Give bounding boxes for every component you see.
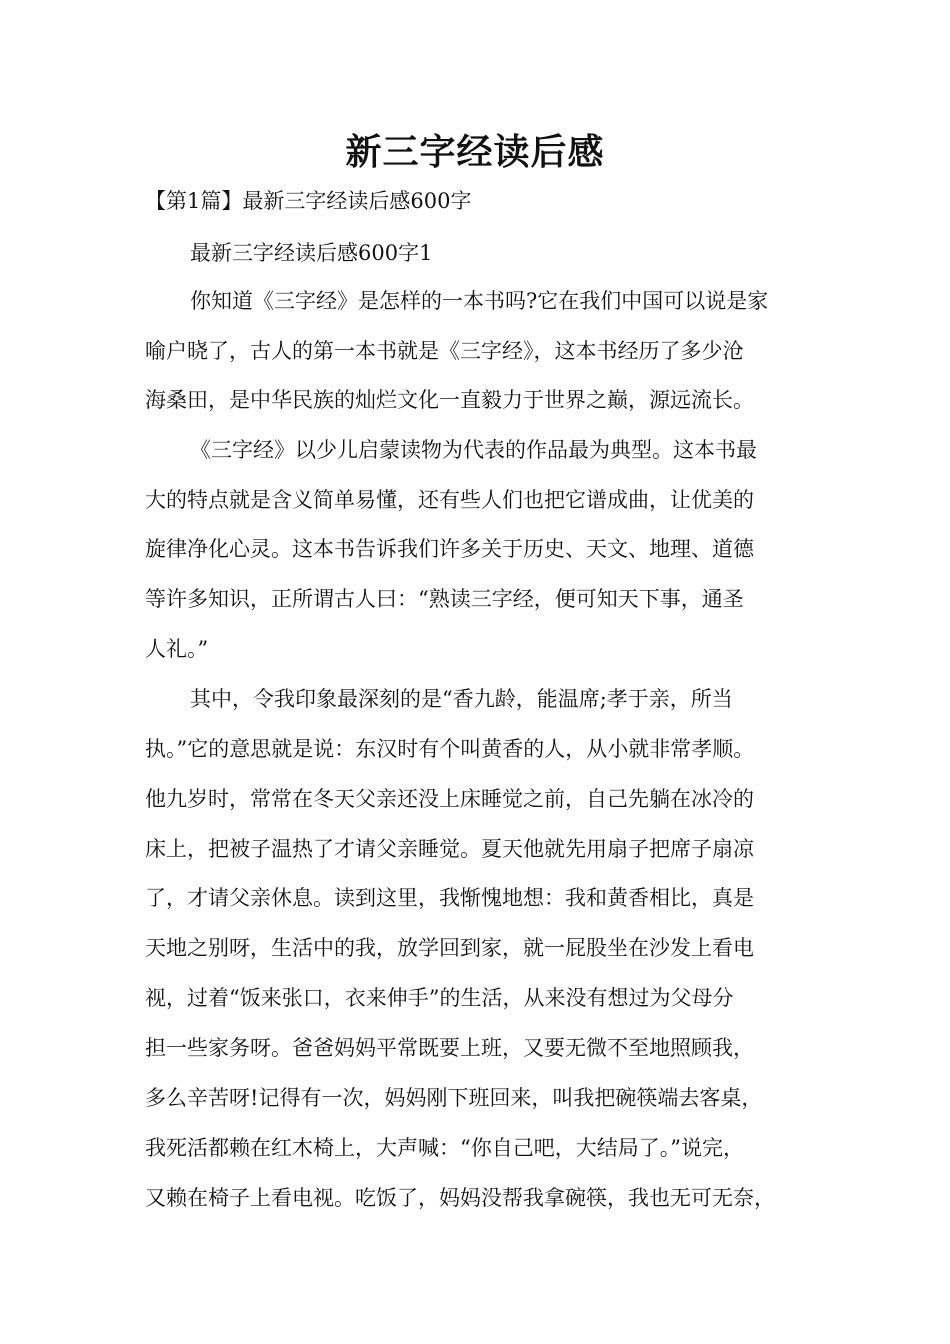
paragraph-1-line-1: 你知道《三字经》是怎样的一本书吗?它在我们中国可以说是家 [190, 289, 769, 313]
paragraph-3-line-3: 他九岁时，常常在冬天父亲还没上床睡觉之前，自己先躺在冰冷的 [145, 787, 754, 811]
paragraph-3-line-9: 多么辛苦呀!记得有一次，妈妈刚下班回来，叫我把碗筷端去客桌， [145, 1086, 763, 1110]
paragraph-3-line-11: 又赖在椅子上看电视。吃饭了，妈妈没帮我拿碗筷，我也无可无奈， [145, 1186, 775, 1210]
paragraph-3-line-10: 我死活都赖在红木椅上，大声喊：“你自己吧，大结局了。”说完， [145, 1136, 744, 1160]
paragraph-2-line-3: 旋律净化心灵。这本书告诉我们许多关于历史、天文、地理、道德 [145, 537, 754, 561]
paragraph-3-line-4: 床上，把被子温热了才请父亲睡觉。夏天他就先用扇子把席子扇凉 [145, 837, 754, 861]
paragraph-3-line-7: 视，过着“饭来张口，衣来伸手”的生活，从来没有想过为父母分 [145, 986, 734, 1010]
paragraph-2-line-1: 《三字经》以少儿启蒙读物为代表的作品最为典型。这本书最 [190, 438, 757, 462]
paragraph-3-line-6: 天地之别呀，生活中的我，放学回到家，就一屁股坐在沙发上看电 [145, 936, 754, 960]
paragraph-3-line-5: 了，才请父亲休息。读到这里，我惭愧地想：我和黄香相比，真是 [145, 886, 754, 910]
article-subheading: 最新三字经读后感600字1 [190, 241, 433, 265]
paragraph-3-line-8: 担一些家务呀。爸爸妈妈平常既要上班，又要无微不至地照顾我， [145, 1036, 754, 1060]
paragraph-1-line-3: 海桑田，是中华民族的灿烂文化一直毅力于世界之巅，源远流长。 [145, 388, 754, 412]
paragraph-3-line-2: 执。”它的意思就是说：东汉时有个叫黄香的人，从小就非常孝顺。 [145, 737, 755, 761]
document-title: 新三字经读后感 [345, 132, 605, 173]
paragraph-2-line-4: 等许多知识，正所谓古人曰：“熟读三字经，便可知天下事，通圣 [145, 587, 744, 611]
paragraph-2-line-5: 人礼。” [145, 637, 209, 661]
paragraph-3-line-1: 其中，令我印象最深刻的是“香九龄，能温席;孝于亲，所当 [190, 687, 733, 711]
paragraph-1-line-2: 喻户晓了，古人的第一本书就是《三字经》，这本书经历了多少沧 [145, 339, 744, 363]
section-heading: 【第1篇】最新三字经读后感600字 [145, 189, 472, 213]
paragraph-2-line-2: 大的特点就是含义简单易懂，还有些人们也把它谱成曲，让优美的 [145, 488, 754, 512]
